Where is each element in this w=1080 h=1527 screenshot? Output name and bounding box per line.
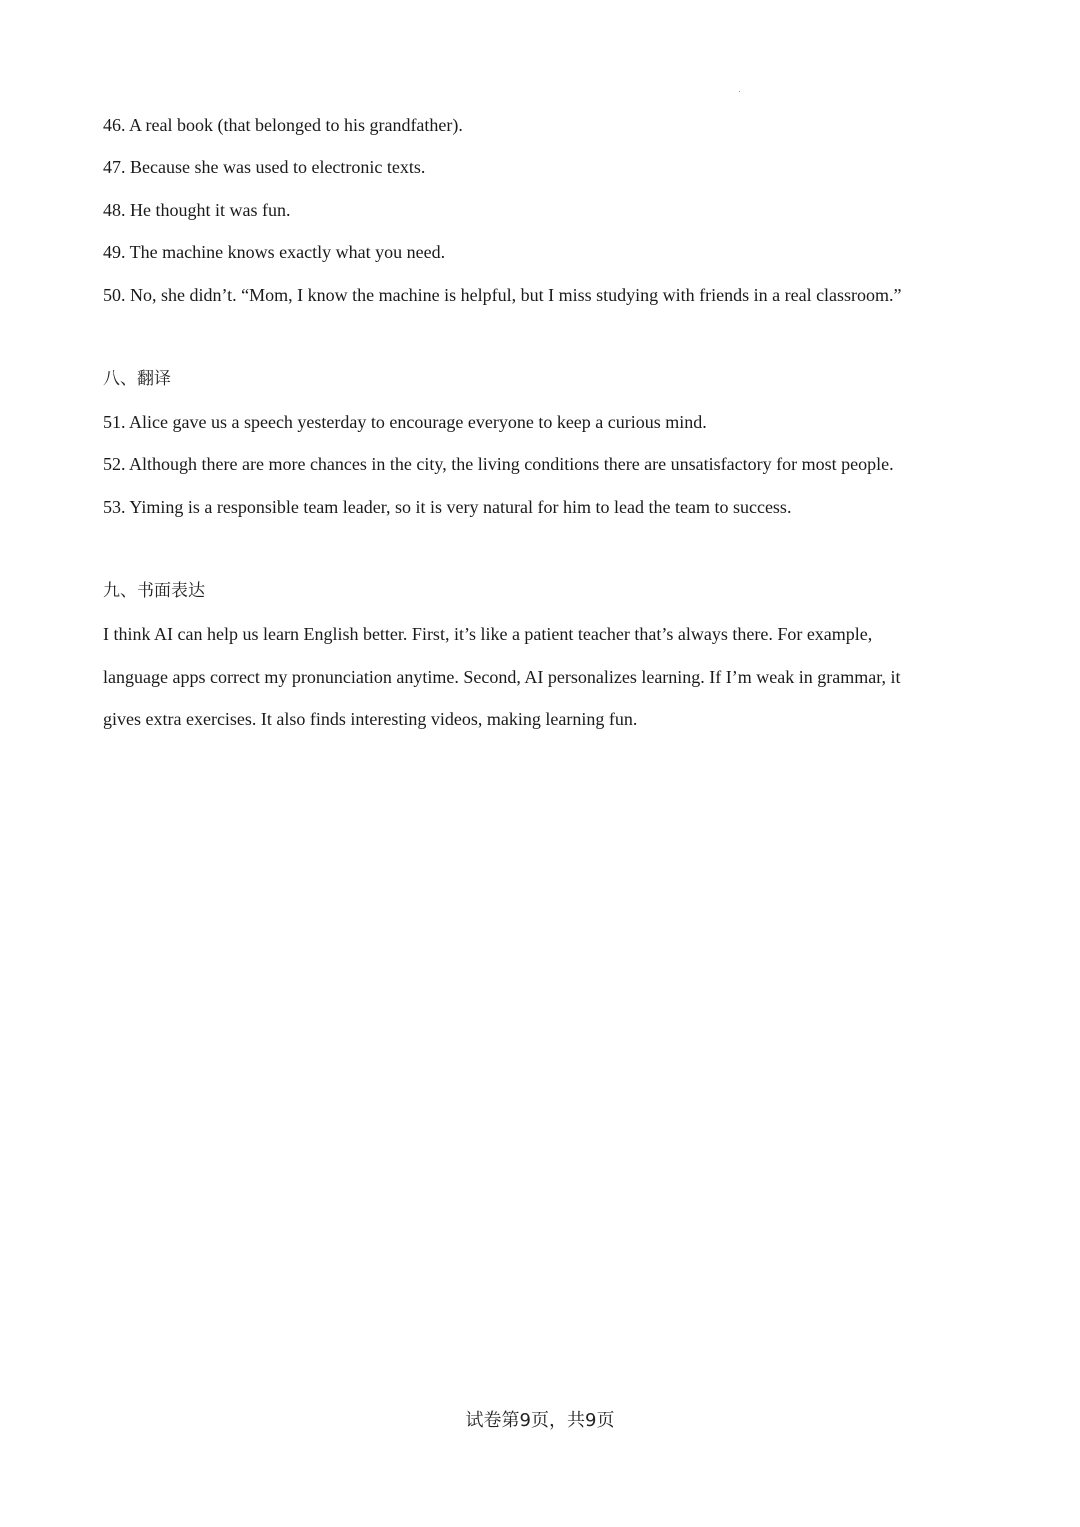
translation-52: 52. Although there are more chances in the city, the living conditions there are unsatisfactory for most people. <box>103 454 894 474</box>
section-heading-translation: 八、翻译 <box>103 369 171 389</box>
answer-50: 50. No, she didn’t. “Mom, I know the machine is helpful, but I miss studying with friends in a real classroom.” <box>103 285 902 305</box>
translation-53: 53. Yiming is a responsible team leader, so it is very natural for him to lead the team to success. <box>103 497 792 517</box>
answer-46: 46. A real book (that belonged to his grandfather). <box>103 115 463 135</box>
page-footer: 试卷第9页，共9页 <box>465 1410 615 1431</box>
answer-48: 48. He thought it was fun. <box>103 200 291 220</box>
answer-47: 47. Because she was used to electronic texts. <box>103 157 426 177</box>
section-heading-writing: 九、书面表达 <box>103 581 205 601</box>
translation-51: 51. Alice gave us a speech yesterday to encourage everyone to keep a curious mind. <box>103 412 707 432</box>
writing-line-1: I think AI can help us learn English better. First, it’s like a patient teacher that’s always there. For example, <box>103 624 873 644</box>
answer-49: 49. The machine knows exactly what you need. <box>103 242 446 262</box>
writing-line-3: gives extra exercises. It also finds interesting videos, making learning fun. <box>103 709 638 729</box>
writing-line-2: language apps correct my pronunciation anytime. Second, AI personalizes learning. If I’m weak in grammar, it <box>103 667 901 687</box>
scan-dot <box>739 91 740 92</box>
